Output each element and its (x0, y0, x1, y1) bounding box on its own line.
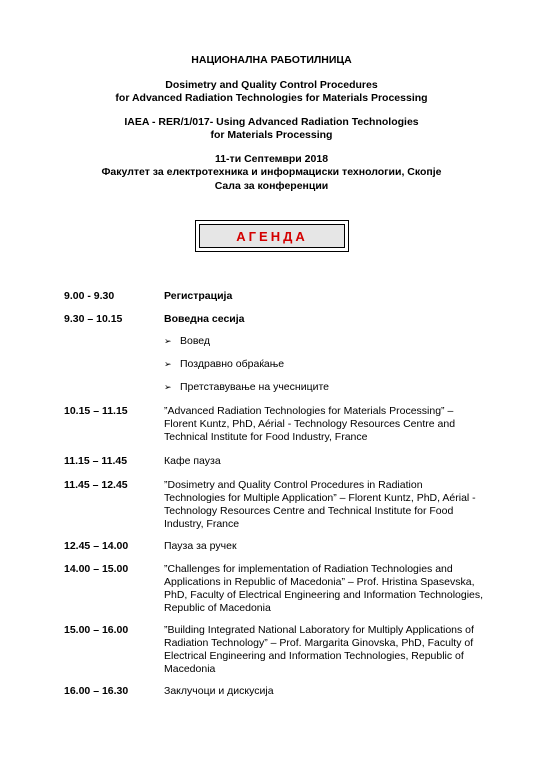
list-item (164, 358, 284, 371)
project-line-2: for Materials Processing (210, 129, 333, 141)
event-date: 11-ти Септември 2018 (214, 153, 329, 165)
subtitle-line-1: Dosimetry and Quality Control Procedures (165, 79, 378, 91)
arrow-bullet-icon: ➢ (164, 359, 172, 369)
list-item (164, 381, 329, 394)
session-time: 11.45 – 12.45 (64, 479, 128, 491)
workshop-title: НАЦИОНАЛНА РАБОТИЛНИЦА (191, 54, 352, 66)
session-time: 10.15 – 11.15 (64, 405, 128, 417)
session-description: ”Challenges for implementation of Radiation Technologies and Applications in Republic of Macedonia” – Prof. Hristina Spasevska, PhD, Faculty of Electrical Engineering and Information Technologies, Republic of Macedonia (164, 563, 484, 614)
session-time: 16.00 – 16.30 (64, 685, 129, 697)
session-description: Пауза за ручек (164, 540, 237, 552)
session-description: Кафе пауза (164, 455, 221, 467)
session-time: 15.00 – 16.00 (64, 624, 129, 636)
session-time: 14.00 – 15.00 (64, 563, 129, 575)
arrow-bullet-icon: ➢ (164, 382, 172, 392)
agenda-heading-box (195, 220, 349, 252)
list-item (164, 335, 210, 348)
session-description: ”Advanced Radiation Technologies for Materials Processing” – Florent Kuntz, PhD, Aérial - Technology Resources Centre and Technical Institute for Food Industry, France (164, 405, 456, 443)
session-time: 11.15 – 11.45 (64, 455, 128, 467)
agenda-heading: АГЕНДА (199, 224, 345, 248)
event-venue: Факултет за електротехника и информациски технологии, Скопје (101, 166, 442, 178)
list-item-label: Вовед (180, 335, 211, 347)
session-time: 9.30 – 10.15 (64, 313, 123, 325)
session-description: ”Building Integrated National Laboratory for Multiply Applications of Radiation Technology” – Prof. Margarita Ginovska, PhD, Faculty of Electrical Engineering and Information Technologies, Republic of Macedonia (164, 624, 474, 675)
session-time: 9.00 - 9.30 (64, 290, 115, 302)
session-description: ”Dosimetry and Quality Control Procedures in Radiation Technologies for Multiple Application” – Florent Kuntz, PhD, Aérial - Technology Resources Centre and Technical Institute for Food Industry, France (164, 479, 476, 530)
event-room: Сала за конференции (214, 180, 329, 192)
session-description: Регистрација (164, 290, 233, 302)
list-item-label: Поздравно обраќање (180, 358, 285, 370)
session-description: Воведна сесија (164, 313, 245, 325)
arrow-bullet-icon: ➢ (164, 336, 172, 346)
subtitle-line-2: for Advanced Radiation Technologies for Materials Processing (115, 92, 428, 104)
list-item-label: Претставување на учесниците (180, 381, 329, 393)
project-line-1: IAEA - RER/1/017- Using Advanced Radiation Technologies (124, 116, 419, 128)
session-time: 12.45 – 14.00 (64, 540, 129, 552)
session-description: Заклучоци и дискусија (164, 685, 274, 697)
